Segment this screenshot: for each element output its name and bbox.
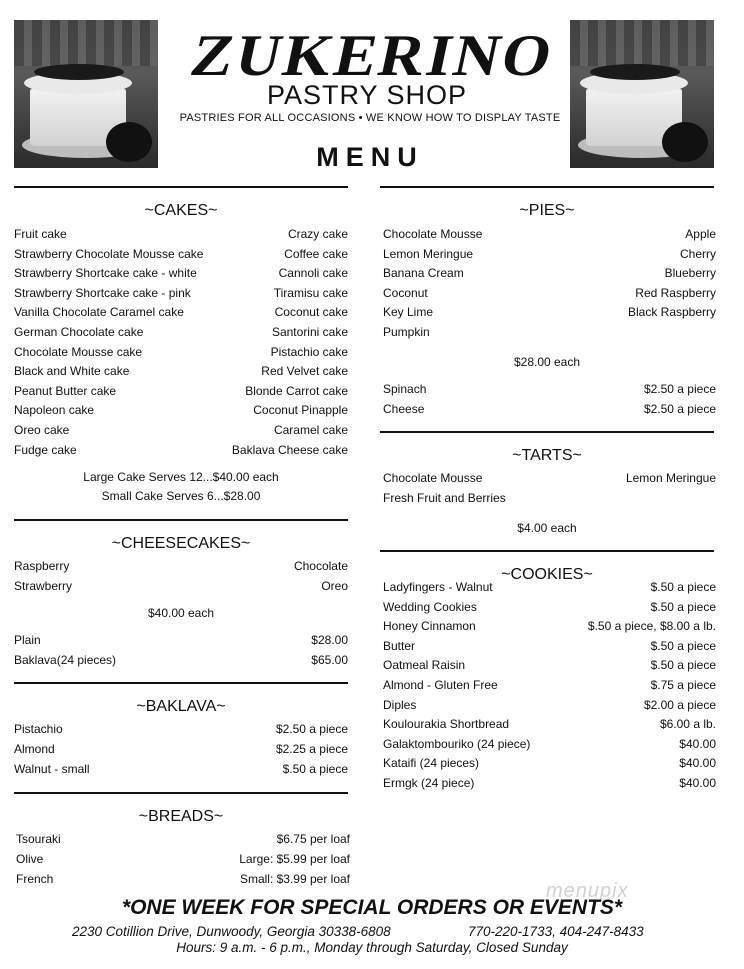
menu-item-detail: Tiramisu cake: [273, 285, 348, 300]
menu-item-detail: $28.00: [311, 633, 348, 647]
menu-item-row: [383, 491, 716, 511]
menu-item-row: [383, 580, 716, 600]
menu-item-detail: Chocolate: [293, 559, 348, 573]
menu-item-name: Fruit cake: [14, 227, 67, 241]
section-title-breads: ~BREADS~: [138, 808, 224, 825]
divider: [380, 431, 714, 433]
menu-item-detail: $40.00: [679, 776, 716, 790]
menu-item-name: Galaktombouriko (24 piece): [383, 736, 531, 751]
menu-item-row: [14, 742, 348, 762]
menu-item-name: Raspberry: [14, 559, 70, 573]
menu-item-detail: Red Raspberry: [635, 285, 716, 300]
menu-item-name: Chocolate Mousse: [383, 227, 483, 241]
menu-item-detail: Cherry: [679, 246, 716, 261]
section-title-tarts: ~TARTS~: [512, 447, 582, 464]
cake-photo-left: [14, 20, 158, 168]
menu-item-name: Chocolate Mousse: [383, 471, 483, 485]
menu-item-row: [383, 678, 716, 698]
menu-item-row: [383, 286, 716, 306]
menu-item-name: Cheese: [383, 401, 425, 416]
menu-item-detail: Santorini cake: [271, 325, 348, 339]
menu-item-row: [14, 653, 348, 673]
phone: 770-220-1733, 404-247-8433: [468, 924, 644, 939]
menu-item-detail: $40.00: [679, 756, 716, 771]
menu-item-row: [383, 698, 716, 718]
menu-item-row: [383, 247, 716, 267]
menu-item-row: [383, 600, 716, 620]
menu-item-detail: $6.75 per loaf: [276, 832, 350, 846]
menu-item-name: Olive: [16, 852, 44, 866]
menu-item-row: [14, 579, 348, 599]
menu-item-name: Baklava(24 pieces): [14, 652, 117, 667]
menu-item-row: [14, 423, 348, 443]
cheesecakes-price: $40.00 each: [147, 606, 215, 620]
menu-item-row: [383, 619, 716, 639]
menu-item-detail: Coconut Pinapple: [253, 403, 348, 418]
menu-item-detail: $.50 a piece: [282, 761, 348, 776]
special-orders-notice: *ONE WEEK FOR SPECIAL ORDERS OR EVENTS*: [121, 896, 623, 919]
menu-item-row: [14, 305, 348, 325]
divider: [14, 186, 348, 188]
menu-item-row: [14, 633, 348, 653]
menu-item-row: [383, 717, 716, 737]
menu-item-name: Oreo cake: [14, 423, 70, 437]
menu-item-detail: Red Velvet cake: [261, 364, 348, 379]
menu-item-row: [14, 364, 348, 384]
menu-item-name: Kataifi (24 pieces): [383, 756, 480, 771]
menu-item-name: Wedding Cookies: [383, 599, 477, 614]
menu-item-detail: $.50 a piece: [650, 638, 716, 653]
menu-item-name: Diples: [383, 697, 417, 712]
menu-item-detail: $2.50 a piece: [643, 401, 716, 416]
menu-item-name: Tsouraki: [16, 832, 61, 846]
menu-item-name: German Chocolate cake: [14, 325, 144, 339]
menu-item-name: Black and White cake: [14, 364, 130, 379]
address: 2230 Cotillion Drive, Dunwoody, Georgia 30338-6808: [72, 924, 391, 939]
divider: [14, 792, 348, 794]
divider: [14, 519, 348, 521]
menu-item-name: Ermgk (24 piece): [383, 776, 475, 790]
menu-item-row: [14, 403, 348, 423]
section-title-cookies: ~COOKIES~: [501, 566, 593, 583]
menu-item-detail: Crazy cake: [287, 227, 348, 241]
menu-item-row: [14, 762, 348, 782]
divider: [380, 550, 714, 552]
menu-item-row: [16, 872, 350, 892]
menu-item-name: Koulourakia Shortbread: [383, 717, 510, 732]
tarts-price: $4.00 each: [517, 521, 577, 535]
section-title-cheesecakes: ~CHEESECAKES~: [111, 535, 251, 552]
menu-item-detail: Caramel cake: [273, 423, 348, 437]
menu-item-name: Strawberry Chocolate Mousse cake: [14, 246, 204, 261]
menu-item-row: [383, 305, 716, 325]
menu-item-row: [383, 776, 716, 796]
cakes-price-small: Small Cake Serves 6...$28.00: [101, 489, 261, 503]
menu-item-row: [14, 443, 348, 463]
menu-item-name: Strawberry Shortcake cake - white: [14, 266, 197, 281]
menu-item-name: Spinach: [383, 382, 427, 396]
menu-item-detail: Coffee cake: [284, 246, 348, 261]
cake-photo-right: [570, 20, 714, 168]
menu-item-name: Oatmeal Raisin: [383, 658, 466, 673]
menu-item-name: Fresh Fruit and Berries: [383, 490, 506, 505]
menu-item-name: Peanut Butter cake: [14, 383, 117, 398]
menu-item-detail: Apple: [685, 227, 716, 241]
menu-item-detail: $2.50 a piece: [275, 722, 348, 736]
menu-item-name: Honey Cinnamon: [383, 619, 476, 634]
menu-item-row: [383, 227, 716, 247]
menu-item-row: [14, 266, 348, 286]
menu-item-name: Ladyfingers - Walnut: [383, 580, 493, 594]
menu-item-detail: Oreo: [321, 578, 348, 593]
menu-item-row: [383, 382, 716, 402]
watermark: menupix: [546, 880, 629, 902]
menu-item-row: [383, 266, 716, 286]
menu-item-row: [16, 852, 350, 872]
menu-item-detail: Coconut cake: [274, 305, 348, 320]
menu-item-name: Coconut: [383, 285, 428, 300]
menu-item-row: [383, 658, 716, 678]
menu-item-name: Walnut - small: [14, 761, 90, 776]
menu-item-detail: $2.00 a piece: [643, 697, 716, 712]
menu-item-name: Pumpkin: [383, 325, 430, 339]
menu-item-name: Banana Cream: [383, 266, 464, 281]
menu-item-row: [14, 722, 348, 742]
menu-item-detail: Large: $5.99 per loaf: [239, 852, 350, 866]
pies-price: $28.00 each: [513, 355, 581, 369]
menu-item-name: Pistachio: [14, 722, 63, 736]
section-title-baklava: ~BAKLAVA~: [136, 698, 226, 715]
menu-item-detail: $2.25 a piece: [275, 741, 348, 756]
menu-item-detail: $.50 a piece: [650, 580, 716, 594]
section-title-pies: ~PIES~: [519, 202, 575, 219]
menu-item-name: Chocolate Mousse cake: [14, 344, 143, 359]
menu-item-row: [383, 756, 716, 776]
menu-item-name: Fudge cake: [14, 442, 77, 457]
menu-item-row: [14, 247, 348, 267]
section-title-cakes: ~CAKES~: [144, 202, 218, 219]
menu-item-row: [383, 639, 716, 659]
menu-item-row: [383, 471, 716, 491]
menu-item-row: [383, 325, 716, 345]
menu-item-detail: $.75 a piece: [650, 678, 716, 692]
menu-item-name: Vanilla Chocolate Caramel cake: [14, 305, 184, 320]
hours: Hours: 9 a.m. - 6 p.m., Monday through Saturday, Closed Sunday: [176, 940, 568, 955]
menu-item-name: Strawberry Shortcake cake - pink: [14, 285, 191, 300]
menu-item-detail: $.50 a piece, $8.00 a lb.: [587, 619, 716, 634]
menu-item-row: [14, 559, 348, 579]
menu-item-name: Napoleon cake: [14, 403, 95, 418]
menu-item-row: [383, 737, 716, 757]
menu-item-detail: Pistachio cake: [270, 344, 348, 359]
tagline: PASTRIES FOR ALL OCCASIONS • WE KNOW HOW TO DISPLAY TASTE: [179, 112, 561, 124]
menu-item-row: [14, 325, 348, 345]
menu-item-name: Plain: [14, 633, 41, 647]
menu-item-detail: Blueberry: [664, 266, 716, 281]
menu-item-name: Strawberry: [14, 578, 73, 593]
menu-item-detail: Cannoli cake: [278, 266, 348, 281]
menu-item-detail: $65.00: [311, 652, 348, 667]
divider: [14, 682, 348, 684]
shop-logo: ZUKERINO: [185, 23, 561, 89]
menu-item-row: [383, 402, 716, 422]
menu-item-detail: $.50 a piece: [650, 658, 716, 673]
menu-item-detail: $.50 a piece: [650, 599, 716, 614]
menu-item-row: [14, 227, 348, 247]
menu-item-detail: Small: $3.99 per loaf: [239, 872, 350, 886]
menu-item-name: Butter: [383, 638, 416, 653]
menu-item-row: [14, 384, 348, 404]
cakes-price-large: Large Cake Serves 12...$40.00 each: [83, 470, 279, 484]
menu-item-detail: Blonde Carrot cake: [245, 383, 348, 398]
menu-item-name: Lemon Meringue: [383, 246, 474, 261]
shop-subtitle: PASTRY SHOP: [266, 80, 468, 110]
menu-item-row: [16, 832, 350, 852]
menu-item-name: French: [16, 872, 54, 886]
menu-item-name: Almond - Gluten Free: [383, 678, 498, 692]
menu-item-name: Key Lime: [383, 305, 434, 320]
menu-title: MENU: [316, 142, 424, 172]
menu-item-detail: Black Raspberry: [627, 305, 716, 320]
menu-item-name: Almond: [14, 741, 55, 756]
menu-item-detail: Lemon Meringue: [625, 471, 716, 485]
menu-item-detail: Baklava Cheese cake: [231, 442, 348, 457]
menu-item-detail: $2.50 a piece: [643, 382, 716, 396]
menu-item-row: [14, 345, 348, 365]
menu-item-detail: $6.00 a lb.: [659, 717, 716, 732]
menu-item-detail: $40.00: [679, 736, 716, 751]
divider: [380, 186, 714, 188]
menu-item-row: [14, 286, 348, 306]
